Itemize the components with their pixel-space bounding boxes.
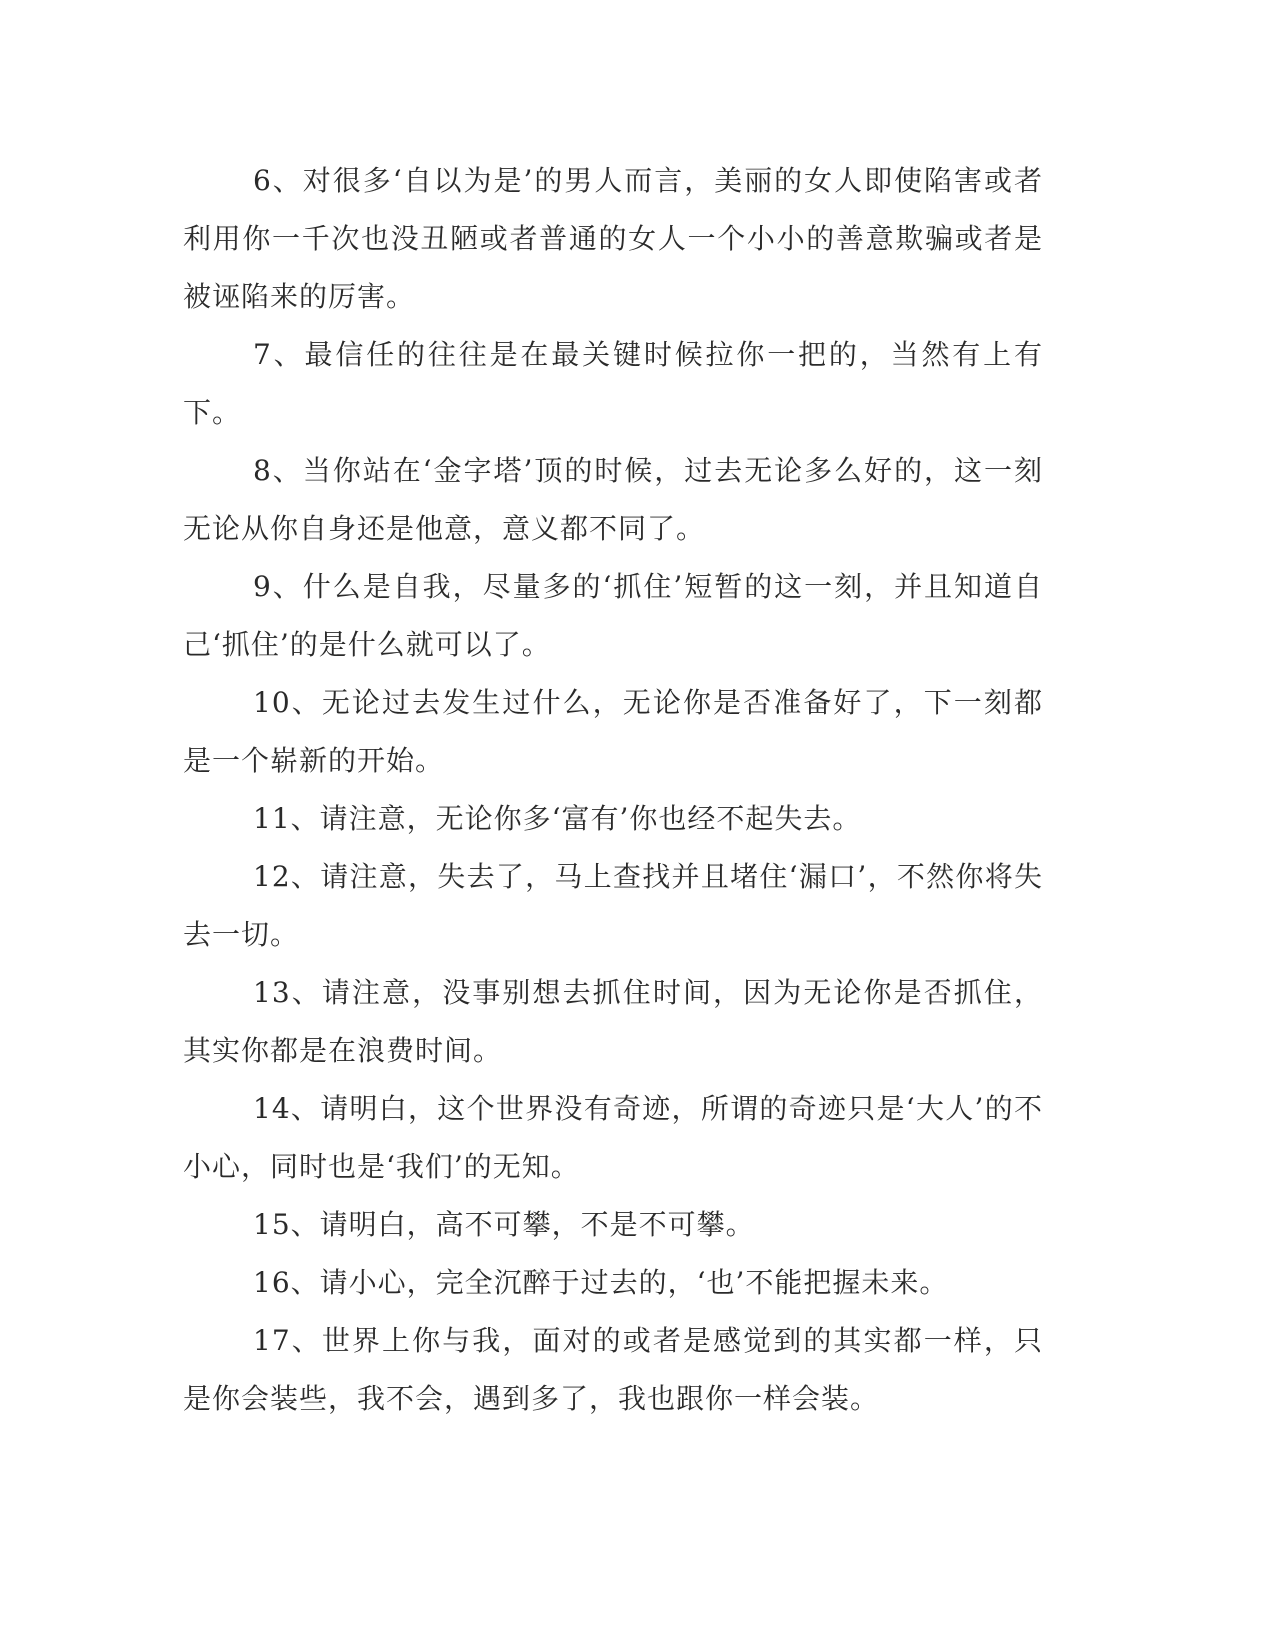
- paragraph-17: 17、世界上你与我，面对的或者是感觉到的其实都一样，只是你会装些，我不会，遇到多了，我也跟你一样会装。: [183, 1324, 1043, 1415]
- paragraph-12: 12、请注意，失去了，马上查找并且堵住‘漏口’，不然你将失去一切。: [183, 860, 1043, 951]
- document-body: [183, 152, 1043, 1428]
- paragraph-7: 7、最信任的往往是在最关键时候拉你一把的，当然有上有下。: [183, 338, 1043, 429]
- paragraph-14: 14、请明白，这个世界没有奇迹，所谓的奇迹只是‘大人’的不小心，同时也是‘我们’的无知。: [183, 1092, 1043, 1183]
- paragraph-16: 16、请小心，完全沉醉于过去的，‘也’不能把握未来。: [253, 1266, 949, 1299]
- paragraph-10: 10、无论过去发生过什么，无论你是否准备好了，下一刻都是一个崭新的开始。: [183, 686, 1043, 777]
- paragraph-15: 15、请明白，高不可攀，不是不可攀。: [253, 1208, 755, 1241]
- paragraph-8: 8、当你站在‘金字塔’顶的时候，过去无论多么好的，这一刻无论从你自身还是他意，意义都不同了。: [183, 454, 1043, 545]
- paragraph-9: 9、什么是自我，尽量多的‘抓住’短暂的这一刻，并且知道自己‘抓住’的是什么就可以了。: [183, 570, 1043, 661]
- paragraph-11: 11、请注意，无论你多‘富有’你也经不起失去。: [253, 802, 862, 835]
- paragraph-13: 13、请注意，没事别想去抓住时间，因为无论你是否抓住，其实你都是在浪费时间。: [183, 976, 1043, 1067]
- paragraph-6: 6、对很多‘自以为是’的男人而言，美丽的女人即使陷害或者利用你一千次也没丑陋或者普通的女人一个小小的善意欺骗或者是被诬陷来的厉害。: [183, 164, 1043, 313]
